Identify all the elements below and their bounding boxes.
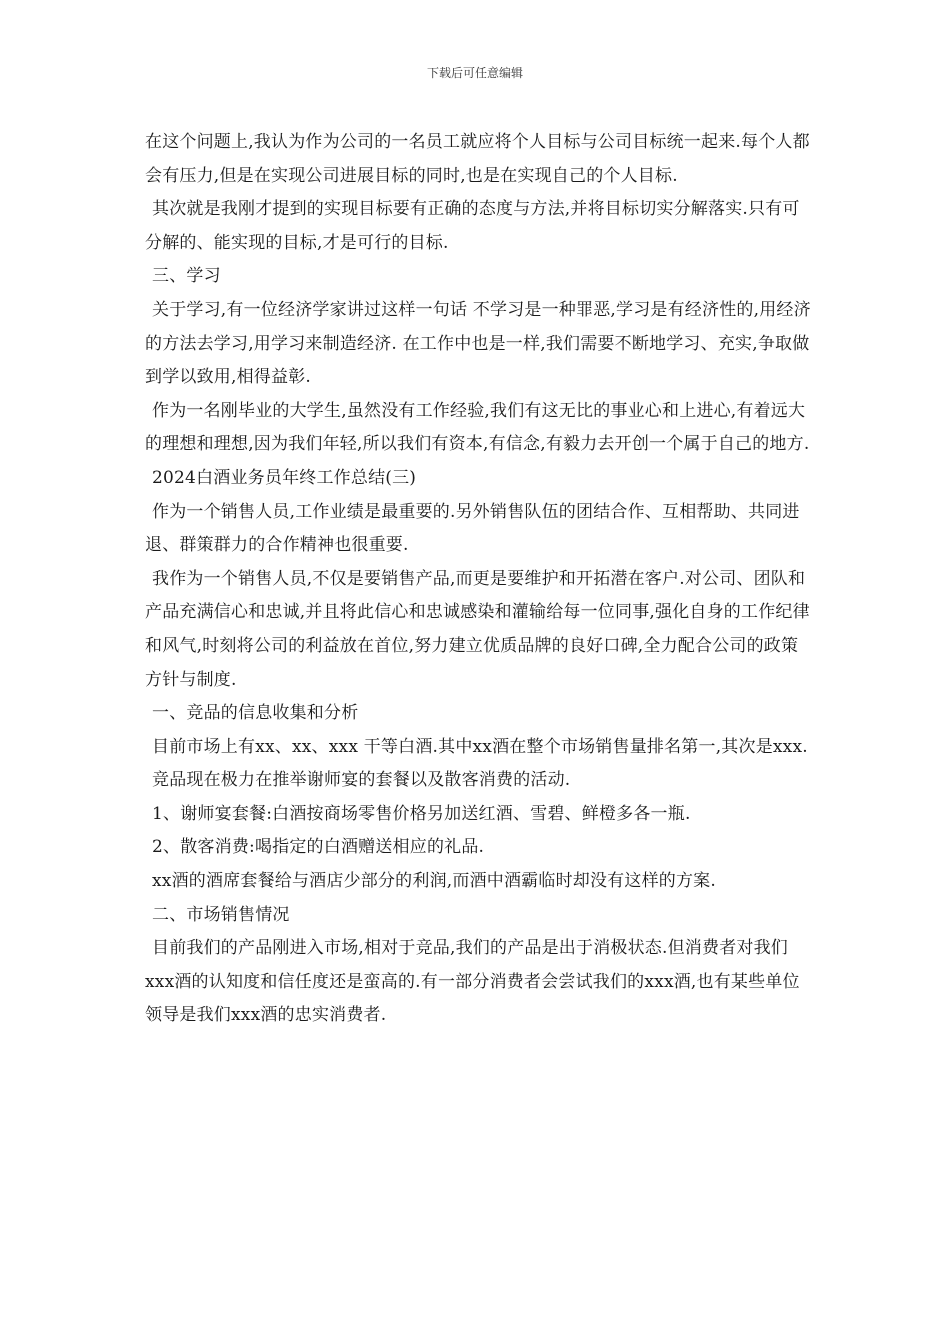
paragraph-study-quote: 关于学习,有一位经济学家讲过这样一句话 不学习是一种罪恶,学习是有经济性的,用经济的方法去学习,用学习来制造经济. 在工作中也是一样,我们需要不断地学习、充实,争取做到学以致用,相得益彰. [145, 299, 811, 388]
paragraph-sales-performance: 作为一个销售人员,工作业绩是最重要的.另外销售队伍的团结合作、互相帮助、共同进退、群策群力的合作精神也很重要. [145, 501, 800, 556]
paragraph-product-status: 目前我们的产品刚进入市场,相对于竞品,我们的产品是出于消极状态.但消费者对我们xxx酒的认知度和信任度还是蛮高的.有一部分消费者会尝试我们的xxx酒,也有某些单位领导是我们xxx酒的忠实消费者. [145, 938, 800, 1026]
document-body [145, 126, 815, 1033]
heading-competitor-info: 一、竞品的信息收集和分析 [152, 703, 359, 724]
paragraph-market-brands: 目前市场上有xx、xx、xxx 干等白酒.其中xx酒在整个市场销售量排名第一,其次是xxx. [152, 736, 808, 757]
paragraph-graduate: 作为一名刚毕业的大学生,虽然没有工作经验,我们有这无比的事业心和上进心,有着远大的理想和理想,因为我们年轻,所以我们有资本,有信念,有毅力去开创一个属于自己的地方. [145, 400, 810, 455]
list-item-retail: 2、散客消费:喝指定的白酒赠送相应的礼品. [152, 837, 485, 858]
paragraph-goal-method: 其次就是我刚才提到的实现目标要有正确的态度与方法,并将目标切实分解落实.只有可分解的、能实现的目标,才是可行的目标. [145, 199, 800, 253]
page-header-note: 下载后可任意编辑 [426, 66, 523, 80]
heading-market-sales: 二、市场销售情况 [152, 904, 290, 925]
paragraph-goal-unity: 在这个问题上,我认为作为公司的一名员工就应将个人目标与公司目标统一起来.每个人都会有压力,但是在实现公司进展目标的同时,也是在实现自己的个人目标. [145, 132, 810, 186]
paragraph-competitor-promo: 竞品现在极力在推举谢师宴的套餐以及散客消费的活动. [152, 770, 571, 791]
list-item-banquet: 1、谢师宴套餐:白酒按商场零售价格另加送红酒、雪碧、鲜橙多各一瓶. [152, 803, 691, 824]
paragraph-banquet-profit: xx酒的酒席套餐给与酒店少部分的利润,而酒中酒霸临时却没有这样的方案. [152, 871, 716, 892]
heading-study: 三、学习 [152, 266, 221, 287]
paragraph-sales-role: 我作为一个销售人员,不仅是要销售产品,而更是要维护和开拓潜在客户.对公司、团队和产品充满信心和忠诚,并且将此信心和忠诚感染和灌输给每一位同事,强化自身的工作纪律和风气,时刻将公司的利益放在首位,努力建立优质品牌的良好口碑,全力配合公司的政策方针与制度. [145, 568, 810, 690]
heading-summary-three: 2024白酒业务员年终工作总结(三) [152, 467, 417, 488]
